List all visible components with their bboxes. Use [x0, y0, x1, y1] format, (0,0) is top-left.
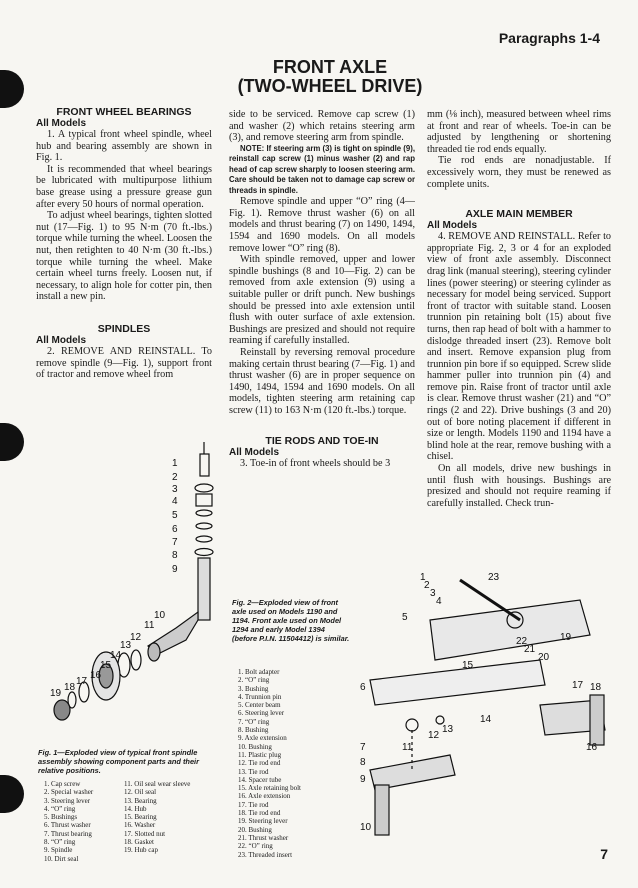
callout-label: 3 [172, 484, 178, 495]
parts-list-item: 8. Bushing [238, 726, 269, 735]
parts-list-item: 22. “O” ring [238, 842, 273, 851]
callout-label: 12 [130, 632, 142, 643]
callout-label: 14 [110, 650, 122, 661]
parts-list-item: 16. Washer [124, 821, 156, 830]
parts-list-item: 14. Hub [124, 804, 147, 813]
callout-label: 10 [154, 610, 166, 621]
subheading: All Models [36, 118, 87, 129]
parts-list-item: 2. Special washer [44, 788, 94, 797]
paragraph: side to be serviced. Remove cap screw (1) and washer (2) which retains steering arm (3), and remove steering arm from spindle. [229, 109, 415, 144]
parts-list-item: 9. Spindle [44, 846, 73, 855]
callout-label: 22 [516, 636, 528, 647]
parts-list-item: 14. Spacer tube [238, 775, 282, 784]
callout-label: 8 [172, 550, 178, 561]
parts-list-item: 2. “O” ring [238, 676, 270, 685]
parts-list-item: 3. Steering lever [44, 796, 91, 805]
parts-list-item: 10. Dirt seal [44, 854, 79, 863]
parts-list-item: 15. Bearing [124, 813, 157, 822]
callout-label: 9 [172, 564, 178, 575]
fig1-caption: Fig. 1—Exploded view of typical front spindle assembly showing component parts and their relative positions. [38, 748, 199, 775]
subheading: All Models [229, 446, 280, 458]
parts-list-item: 11. Oil seal wear sleeve [124, 780, 191, 788]
note: NOTE: If steering arm (3) is tight on spindle (9), reinstall cap screw (1) minus washer (2) and rap head of cap screw sharply to loosen steering arm. Care should be taken not to damage cap screw or threads in spindle. [229, 143, 415, 195]
callout-label: 11 [402, 742, 413, 753]
parts-list-item: 5. Center beam [238, 701, 281, 710]
callout-label: 13 [442, 724, 454, 735]
parts-list-item: 12. Oil seal [124, 788, 157, 797]
callout-label: 11 [144, 620, 155, 631]
page-title: FRONT AXLE [272, 57, 388, 77]
parts-list-item: 17. Tie rod [238, 800, 269, 809]
parts-list-item: 23. Threaded insert [238, 850, 293, 859]
callout-label: 16 [586, 742, 598, 753]
paragraph: Reinstall by reversing removal procedure making certain thrust bearing (7—Fig. 1) and thrust washer (6) are in proper sequence on 1490, 1494, 1594 and 1690 models. On all models, tighten steering arm retaining cap screw (11) to 163 N·m (120 ft.-lbs.) torque. [229, 347, 415, 416]
callout-label: 4 [436, 596, 442, 607]
callout-label: 18 [590, 682, 602, 693]
callout-label: 21 [524, 644, 536, 655]
callout-label: 2 [424, 580, 430, 591]
paragraph: 4. REMOVE AND REINSTALL. Refer to appropriate Fig. 2, 3 or 4 for an exploded view of front axle assembly. Disconnect drag link (manual steering), steering cylinder lines (power steering) or steering cylinder as necessary for model being serviced. Support front of tractor with suitable stand. Loosen trunnion pin retaining bolt (15) about five turns, then rap head of bolt with a hammer to dislodge threaded insert (23). Remove bolt and insert. Remove expansion plug from trunnion pin bore if so equipped. Screw slide hammer puller into trunnion pin (4) and remove pin. Raise front of tractor until axle is clear. Remove thrust washer (21) and “O” rings (2 and 22). Drive bushings (3 and 20) out of bore noting placement if different in size or length. Models 1190 and 1194 have a blind hole at the rear, remove bushing with a chisel. [427, 231, 611, 463]
parts-list-item: 11. Plastic plug [238, 750, 282, 759]
callout-label: 4 [172, 496, 178, 507]
column-3 [427, 109, 611, 509]
parts-list-item: 20. Bushing [238, 825, 272, 834]
callout-label: 13 [120, 640, 132, 651]
callout-label: 2 [172, 472, 178, 483]
page-subtitle: (TWO-WHEEL DRIVE) [237, 76, 423, 96]
section-heading: AXLE MAIN MEMBER [465, 208, 573, 221]
callout-label: 17 [76, 676, 88, 687]
parts-list-item: 8. “O” ring [44, 838, 76, 847]
parts-list-item: 13. Tie rod [238, 767, 269, 776]
callout-label: 3 [430, 588, 436, 599]
paragraph: 2. REMOVE AND REINSTALL. To remove spindle (9—Fig. 1), support front of tractor and remove wheel from [36, 345, 212, 381]
running-header: Paragraphs 1-4 [498, 30, 600, 46]
callout-label: 1 [420, 572, 426, 583]
parts-list-item: 19. Hub cap [124, 846, 159, 855]
parts-list-item: 18. Tie rod end [238, 809, 281, 818]
callout-label: 15 [462, 660, 474, 671]
page-number: 7 [600, 846, 608, 862]
binder-hole [0, 423, 24, 461]
fig1-parts-list-right [124, 780, 224, 855]
paragraph: 1. A typical front wheel spindle, wheel hub and bearing assembly are shown in Fig. 1. [36, 129, 212, 164]
callout-label: 6 [172, 524, 178, 535]
callout-label: 19 [50, 688, 62, 699]
parts-list-item: 6. Thrust washer [44, 821, 91, 830]
paragraph: 3. Toe-in of front wheels should be 3 [240, 457, 391, 469]
fig2-caption: Fig. 2—Exploded view of front axle used on Models 1190 and 1194. Front axle used on Model 1294 and early Model 1394 (before P.I.N. 11504412) is similar. [232, 598, 350, 643]
callout-label: 8 [360, 757, 366, 768]
paragraph: On all models, drive new bushings in until flush with housings. Bushings are presized and should not require reaming if carefully installed. Check trun- [427, 463, 611, 509]
paragraph: Tie rod ends are nonadjustable. If excessively worn, they must be renewed as complete units. [427, 155, 611, 190]
callout-label: 9 [360, 774, 366, 785]
callout-label: 19 [560, 632, 572, 643]
fig1-spindle-drawing [36, 440, 226, 740]
parts-list-item: 4. “O” ring [44, 804, 76, 813]
fig2-front-axle-drawing [340, 560, 620, 845]
subheading: All Models [427, 220, 478, 232]
parts-list-item: 1. Cap screw [44, 780, 81, 788]
paragraph: It is recommended that wheel bearings be lubricated with multipurpose lithium base grease using a pressure grease gun after every 50 hours of normal operation. [36, 163, 212, 210]
subheading: All Models [36, 334, 87, 346]
section-heading: FRONT WHEEL BEARINGS [56, 106, 192, 118]
fig2-parts-list [238, 668, 348, 859]
parts-list-item: 16. Axle extension [238, 792, 291, 801]
parts-list-item: 12. Tie rod end [238, 759, 281, 768]
callout-label: 7 [172, 537, 178, 548]
paragraph: Remove spindle and upper “O” ring (4—Fig. 1). Remove thrust washer (6) on all models and thrust bearing (7) on 1490, 1494, 1594 and 1690 models. On all models remove lower “O” ring (8). [229, 196, 415, 254]
callout-label: 1 [172, 458, 178, 469]
parts-list-item: 17. Slotted nut [124, 829, 166, 838]
parts-list-item: 9. Axle extension [238, 734, 287, 743]
binder-hole [0, 775, 24, 813]
parts-list-item: 5. Bushings [44, 813, 78, 822]
callout-label: 23 [488, 572, 500, 583]
callout-label: 10 [360, 822, 372, 833]
parts-list-item: 13. Bearing [124, 796, 157, 805]
callout-label: 18 [64, 682, 76, 693]
parts-list-item: 7. “O” ring [238, 717, 270, 726]
parts-list-item: 4. Trunnion pin [238, 692, 282, 701]
callout-label: 12 [428, 730, 440, 741]
section-heading: SPINDLES [97, 322, 151, 335]
callout-label: 5 [172, 510, 178, 521]
callout-label: 15 [100, 660, 112, 671]
column-1 [36, 106, 212, 381]
parts-list-item: 18. Gasket [124, 838, 154, 847]
callout-label: 16 [90, 670, 102, 681]
paragraph: With spindle removed, upper and lower spindle bushings (8 and 10—Fig. 2) can be removed from axle extension (9) using a suitable puller or drift punch. New bushings should be pressed into axle extension until flush with outer surface of axle extension. Bushings are presized and should not require reaming if carefully installed. [229, 254, 415, 347]
callout-label: 5 [402, 612, 408, 623]
paragraph: mm (⅛ inch), measured between wheel rims at front and rear of wheels. Toe-in can be adjusted by lengthening or shortening threaded tie rod ends equally. [427, 109, 611, 155]
binder-hole [0, 70, 24, 108]
parts-list-item: 21. Thrust washer [238, 833, 289, 842]
callout-label: 7 [360, 742, 366, 753]
callout-label: 17 [572, 680, 584, 691]
column-2 [229, 109, 415, 469]
parts-list-item: 3. Bushing [238, 684, 269, 693]
parts-list-item: 10. Bushing [238, 742, 272, 751]
parts-list-item: 7. Thrust bearing [44, 829, 92, 838]
callout-label: 20 [538, 652, 550, 663]
fig1-parts-list-left [44, 780, 124, 863]
callout-label: 14 [480, 714, 492, 725]
section-heading: TIE RODS AND TOE-IN [265, 434, 379, 447]
parts-list-item: 1. Bolt adapter [238, 668, 280, 676]
paragraph: To adjust wheel bearings, tighten slotted nut (17—Fig. 1) to 95 N·m (70 ft.-lbs.) torque while turning the wheel. Loosen the nut, then retighten to 40 N·m (30 ft.-lbs.) torque while turning the wheel. Make certain wheel turns freely. Loosen nut, if necessary, to align hole for cotter pin, then install a new pin. [36, 210, 212, 303]
parts-list-item: 15. Axle retaining bolt [238, 784, 301, 793]
parts-list-item: 6. Steering lever [238, 709, 285, 718]
parts-list-item: 19. Steering lever [238, 817, 288, 826]
callout-label: 6 [360, 682, 366, 693]
